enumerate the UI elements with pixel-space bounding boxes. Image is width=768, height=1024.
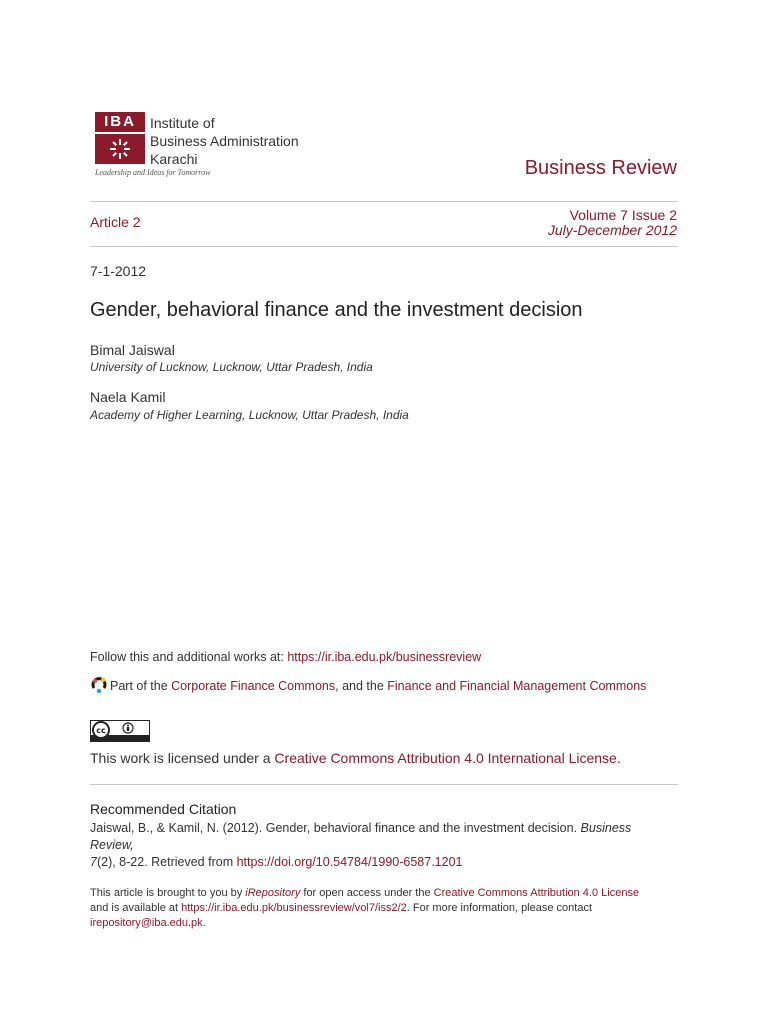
cc-by-badge-icon[interactable]	[90, 720, 150, 742]
logo-acronym: IBA	[95, 112, 145, 132]
repository-link[interactable]: https://ir.iba.edu.pk/businessreview	[287, 650, 482, 664]
volume-issue[interactable]: Volume 7 Issue 2 July-December 2012	[547, 207, 677, 238]
citation-heading: Recommended Citation	[90, 801, 237, 817]
contact-email-link[interactable]: irepository@iba.edu.pk	[90, 917, 203, 929]
finance-management-commons-link[interactable]: Finance and Financial Management Commons	[387, 679, 647, 693]
divider	[90, 246, 678, 247]
cc-license-footer-link[interactable]: Creative Commons Attribution 4.0 License	[433, 887, 640, 899]
corporate-finance-commons-link[interactable]: Corporate Finance Commons	[171, 679, 336, 693]
article-url-link[interactable]: https://ir.iba.edu.pk/businessreview/vol7/iss2/2	[181, 902, 407, 914]
author-name: Naela Kamil	[90, 389, 166, 405]
follow-line: Follow this and additional works at: https://ir.iba.edu.pk/businessreview	[90, 650, 482, 664]
license-line: This work is licensed under a Creative Commons Attribution 4.0 International License.	[90, 750, 621, 766]
iba-logo	[95, 112, 315, 182]
journal-title[interactable]: Business Review	[524, 157, 677, 179]
publication-date: 7-1-2012	[90, 263, 147, 279]
author-affiliation: University of Lucknow, Lucknow, Uttar Pradesh, India	[90, 360, 373, 374]
author-affiliation: Academy of Higher Learning, Lucknow, Uttar Pradesh, India	[90, 408, 409, 422]
footer-note: This article is brought to you by iRepository for open access under the Creative Commons Attribution 4.0 License and is available at https://ir.iba.edu.pk/businessreview/vol7/iss2/2. For more information, please contact irepository@iba.edu.pk.	[90, 887, 640, 929]
article-title: Gender, behavioral finance and the investment decision	[90, 299, 583, 321]
irepository-link[interactable]: iRepository	[245, 887, 301, 899]
citation-text: Jaiswal, B., & Kamil, N. (2012). Gender, behavioral finance and the investment decision. Business Review, 7(2), 8-22. Retrieved from https://doi.org/10.54784/1990-6587.1201	[90, 821, 632, 869]
cc-license-link[interactable]: Creative Commons Attribution 4.0 International License	[274, 750, 617, 766]
author-name: Bimal Jaiswal	[90, 342, 175, 358]
divider	[90, 201, 678, 202]
logo-tagline: Leadership and Ideas for Tomorrow	[95, 168, 211, 177]
logo-org-name: Institute of Business Administration Karachi	[150, 115, 299, 167]
doi-link[interactable]: https://doi.org/10.54784/1990-6587.1201	[236, 855, 463, 869]
svg-text:cc: cc	[96, 726, 106, 735]
divider	[90, 784, 678, 785]
logo-emblem-icon	[95, 134, 145, 164]
network-icon	[90, 676, 108, 694]
part-of-line: Part of the Corporate Finance Commons, and the Finance and Financial Management Commons	[90, 676, 646, 694]
article-label[interactable]: Article 2	[90, 214, 141, 230]
